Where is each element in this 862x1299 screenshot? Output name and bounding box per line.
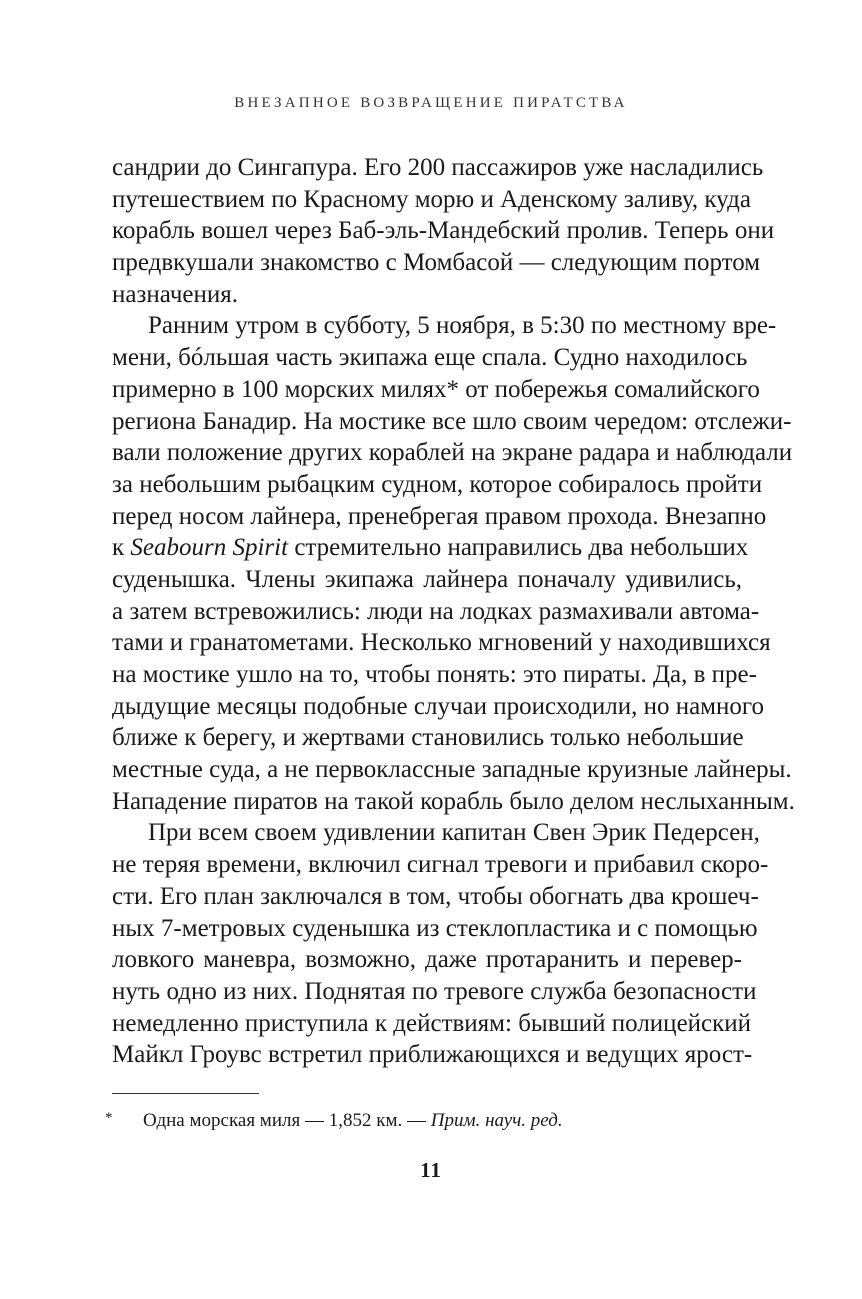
text-line: назначения. [112, 280, 239, 308]
footnote-mark: * [105, 1110, 113, 1126]
text-line: ных 7-метровых суденышка из стеклопластика и с помощью [112, 914, 758, 942]
footnote [105, 1108, 745, 1134]
running-header: ВНЕЗАПНОЕ ВОЗВРАЩЕНИЕ ПИРАТСТВА [234, 95, 628, 111]
text-line: суденышка. Члены экипажа лайнера поначалу удивились, [112, 565, 742, 593]
text-line: корабль вошел через Баб-эль-Мандебский пролив. Теперь они [112, 217, 775, 245]
text-line: ловкого маневра, возможно, даже протаранить и перевер- [112, 946, 742, 974]
text-line: сти. Его план заключался в том, чтобы обогнать два крошеч- [112, 882, 759, 910]
body-text [112, 152, 795, 1071]
text-line: не теряя времени, включил сигнал тревоги и прибавил скоро- [112, 851, 769, 879]
text-line: Нападение пиратов на такой корабль было делом неслыханным. [112, 787, 795, 815]
footnote-text: Одна морская миля — 1,852 км. — [143, 1110, 431, 1131]
text-line: нуть одно из них. Поднятая по тревоге служба безопасности [112, 977, 757, 1005]
text-line: перед носом лайнера, пренебрегая правом прохода. Внезапно [112, 502, 767, 530]
footnote-editor-note: Прим. науч. ред. [430, 1110, 563, 1131]
line-rest: стремительно направились два небольших [294, 534, 749, 562]
text-line: вали положение других кораблей на экране радара и наблюдали [112, 439, 793, 467]
text-line: предвкушали знакомство с Момбасой — следующим портом [112, 249, 761, 277]
text-line: региона Банадир. На мостике все шло своим чередом: отслежи- [112, 407, 792, 435]
text-line: Майкл Гроувс встретил приближающихся и ведущих ярост- [112, 1041, 753, 1069]
text-line: на мостике ушло на то, чтобы понять: это пираты. Да, в пре- [112, 661, 757, 688]
text-line: Ранним утром в субботу, 5 ноября, в 5:30 по местному вре- [148, 312, 777, 340]
line-prefix: к [112, 534, 131, 562]
text-line: немедленно приступила к действиям: бывший полицейский [112, 1009, 752, 1037]
text-line: местные суда, а не первоклассные западные круизные лайнеры. [112, 756, 792, 784]
text-line: дыдущие месяцы подобные случаи происходили, но намного [112, 692, 765, 720]
text-line: а затем встревожились: люди на лодках размахивали автома- [112, 597, 760, 625]
text-line: сандрии до Сингапура. Его 200 пассажиров уже насладились [112, 154, 764, 181]
page-number: 11 [420, 1158, 442, 1182]
text-line-with-ship-name [112, 532, 749, 564]
text-line: путешествием по Красному морю и Аденскому заливу, куда [112, 185, 751, 213]
footnote-divider [112, 1093, 259, 1094]
text-line: тами и гранатометами. Несколько мгновений у находившихся [112, 629, 771, 657]
text-line: ближе к берегу, и жертвами становились только небольшие [112, 724, 744, 752]
text-line: за небольшим рыбацким судном, которое собиралось пройти [112, 470, 763, 498]
ship-name: Seabourn Spirit [130, 534, 289, 562]
text-line: мени, бóльшая часть экипажа еще спала. Судно находилось [112, 344, 748, 372]
text-line: примерно в 100 морских милях* от побережья сомалийского [112, 375, 760, 403]
text-line: При всем своем удивлении капитан Свен Эрик Педерсен, [148, 819, 760, 847]
